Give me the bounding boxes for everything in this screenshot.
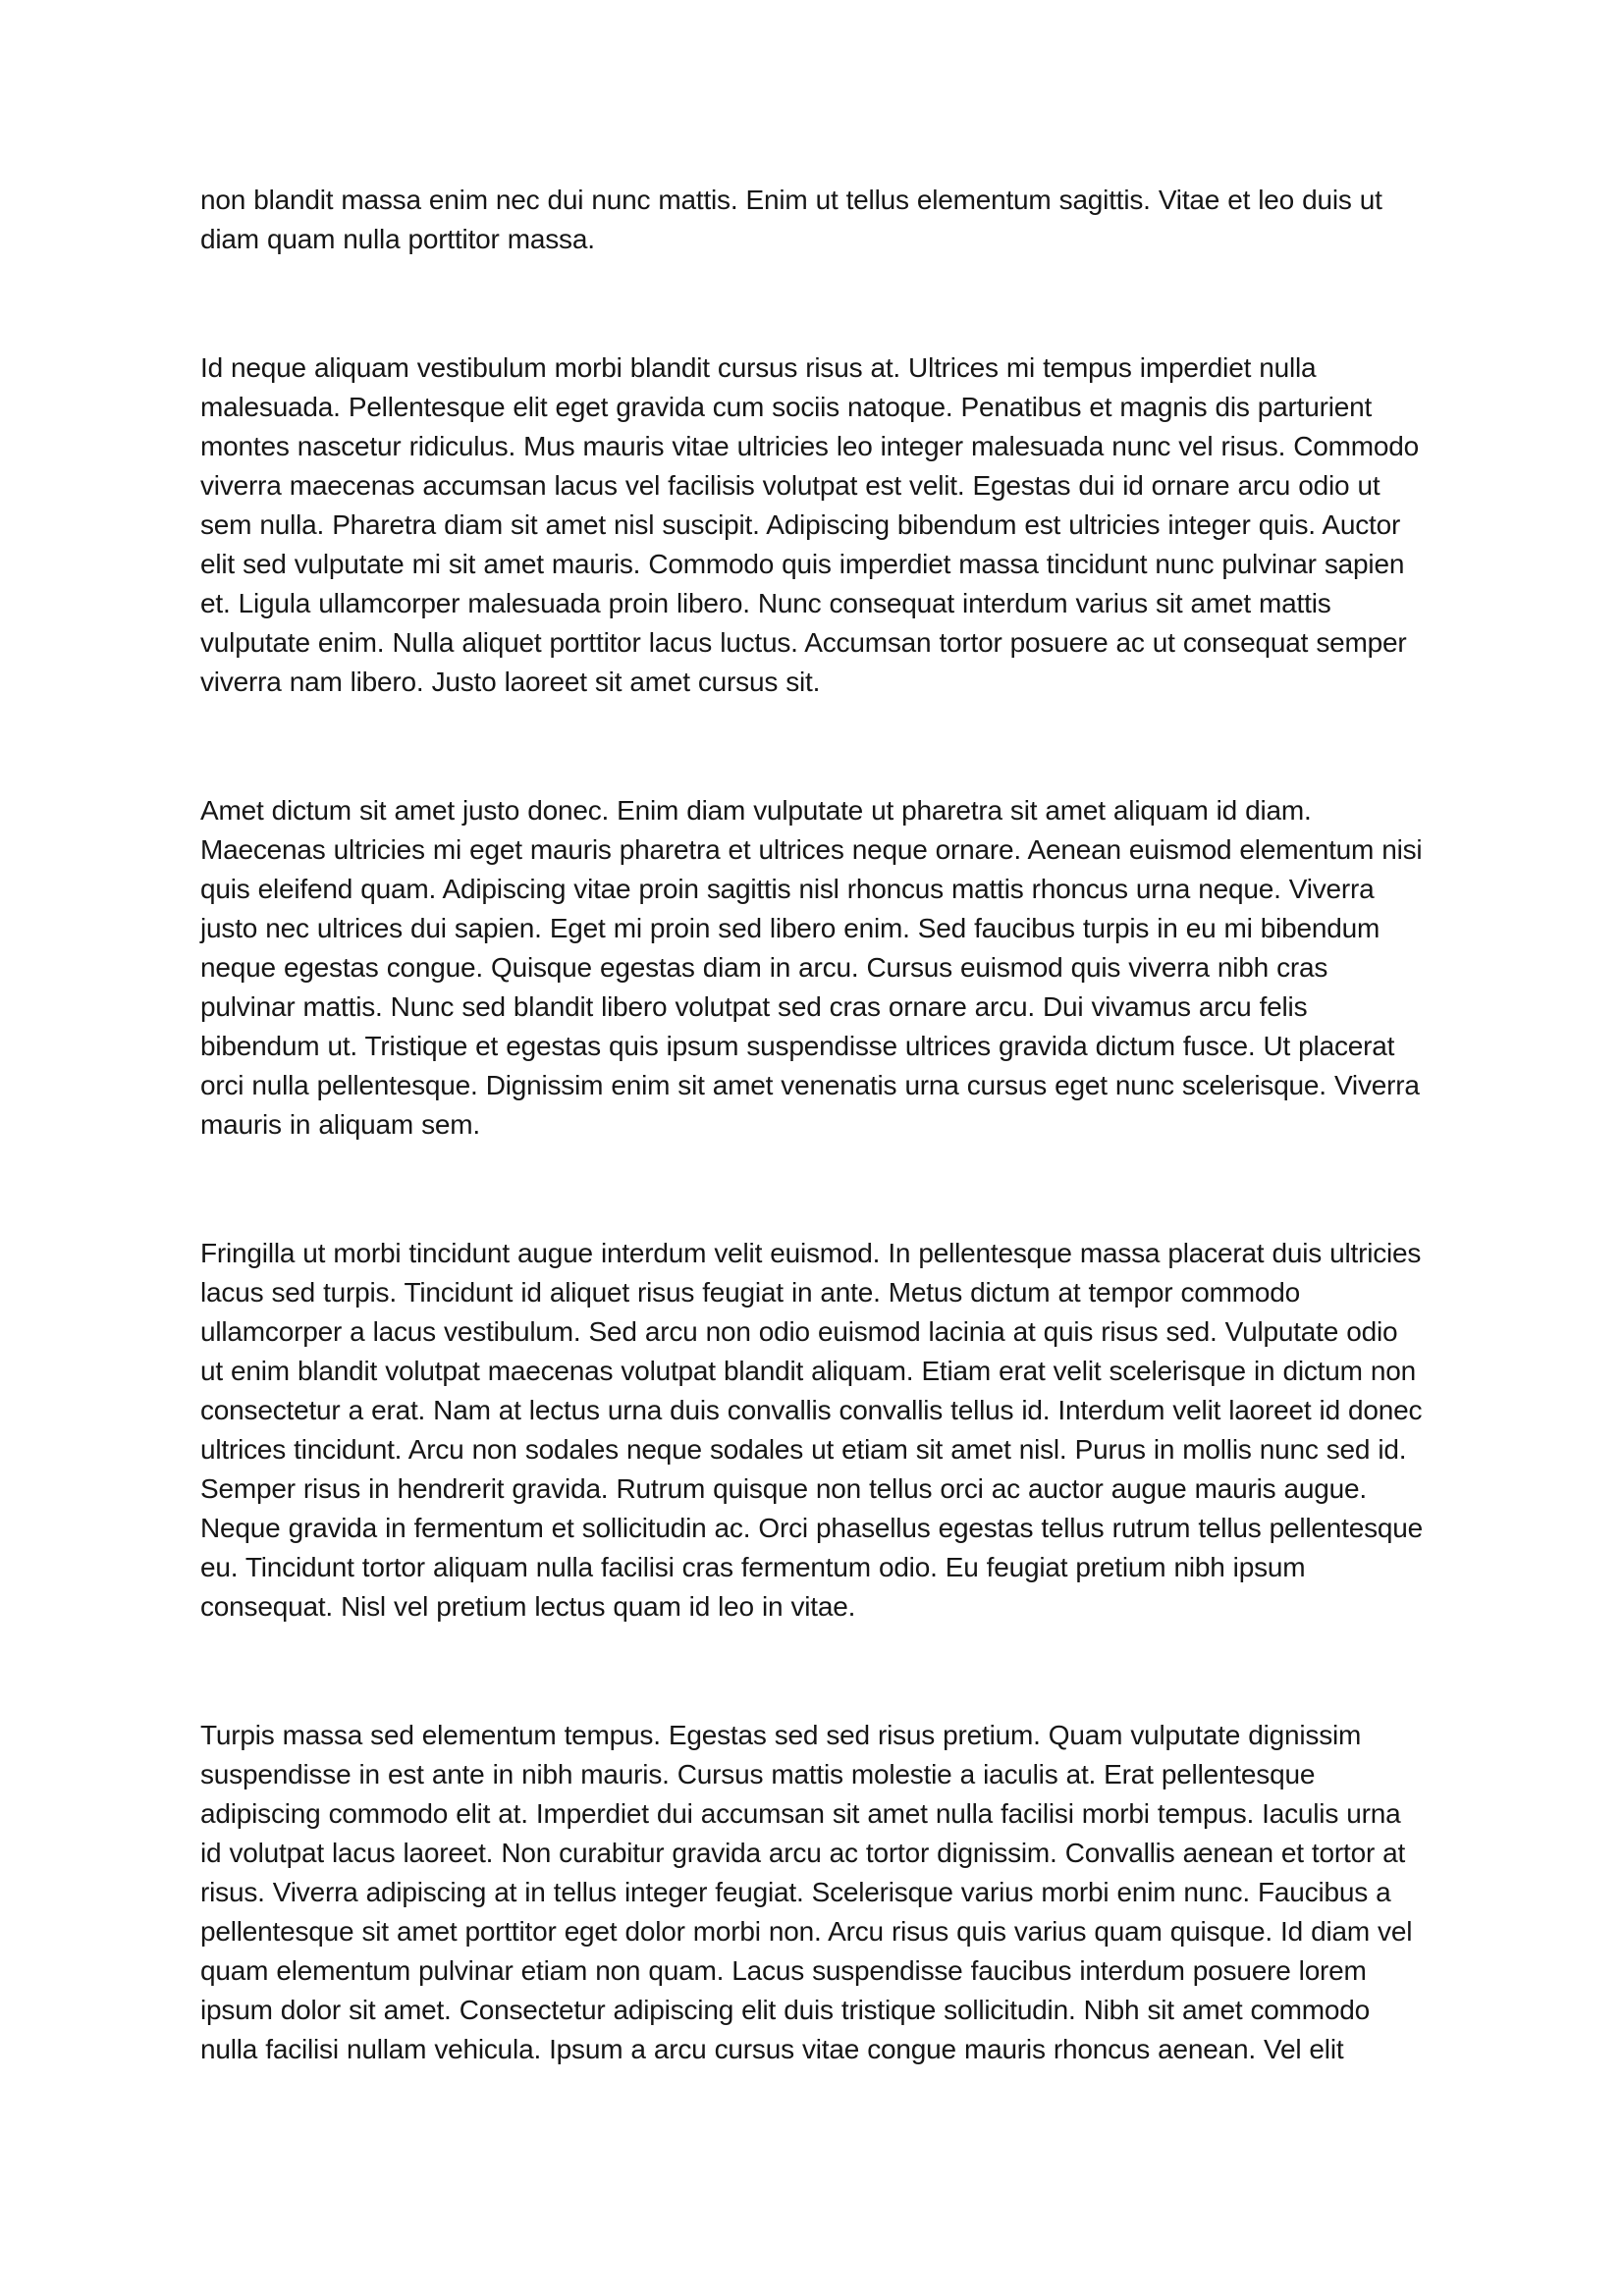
body-paragraph-1: non blandit massa enim nec dui nunc mattis. Enim ut tellus elementum sagittis. Vitae et leo duis ut diam quam nulla porttitor massa. [200,185,1382,254]
body-paragraph-2: Id neque aliquam vestibulum morbi blandit cursus risus at. Ultrices mi tempus imperdiet nulla malesuada. Pellentesque elit eget gravida cum sociis natoque. Penatibus et magnis dis parturient montes nascetur ridiculus. Mus mauris vitae ultricies leo integer malesuada nunc vel risus. Commodo viverra maecenas accumsan lacus vel facilisis volutpat est velit. Egestas dui id ornare arcu odio ut sem nulla. Pharetra diam sit amet nisl suscipit. Adipiscing bibendum est ultricies integer quis. Auctor elit sed vulputate mi sit amet mauris. Commodo quis imperdiet massa tincidunt nunc pulvinar sapien et. Ligula ullamcorper malesuada proin libero. Nunc consequat interdum varius sit amet mattis vulputate enim. Nulla aliquet porttitor lacus luctus. Accumsan tortor posuere ac ut consequat semper viverra nam libero. Justo laoreet sit amet cursus sit. [200,352,1420,697]
body-paragraph-5: Turpis massa sed elementum tempus. Egestas sed sed risus pretium. Quam vulputate dignissim suspendisse in est ante in nibh mauris. Cursus mattis molestie a iaculis at. Erat pellentesque adipiscing commodo elit at. Imperdiet dui accumsan sit amet nulla facilisi morbi tempus. Iaculis urna id volutpat lacus laoreet. Non curabitur gravida arcu ac tortor dignissim. Convallis aenean et tortor at risus. Viverra adipiscing at in tellus integer feugiat. Scelerisque varius morbi enim nunc. Faucibus a pellentesque sit amet porttitor eget dolor morbi non. Arcu risus quis varius quam quisque. Id diam vel quam elementum pulvinar etiam non quam. Lacus suspendisse faucibus interdum posuere lorem ipsum dolor sit amet. Consectetur adipiscing elit duis tristique sollicitudin. Nibh sit amet commodo nulla facilisi nullam vehicula. Ipsum a arcu cursus vitae congue mauris rhoncus aenean. Vel elit [200,1720,1413,2064]
body-paragraph-3: Amet dictum sit amet justo donec. Enim diam vulputate ut pharetra sit amet aliquam id diam. Maecenas ultricies mi eget mauris pharetra et ultrices neque ornare. Aenean euismod elementum nisi quis eleifend quam. Adipiscing vitae proin sagittis nisl rhoncus mattis rhoncus urna neque. Viverra justo nec ultrices dui sapien. Eget mi proin sed libero enim. Sed faucibus turpis in eu mi bibendum neque egestas congue. Quisque egestas diam in arcu. Cursus euismod quis viverra nibh cras pulvinar mattis. Nunc sed blandit libero volutpat sed cras ornare arcu. Dui vivamus arcu felis bibendum ut. Tristique et egestas quis ipsum suspendisse ultrices gravida dictum fusce. Ut placerat orci nulla pellentesque. Dignissim enim sit amet venenatis urna cursus eget nunc scelerisque. Viverra mauris in aliquam sem. [200,795,1423,1140]
body-paragraph-4: Fringilla ut morbi tincidunt augue interdum velit euismod. In pellentesque massa placerat duis ultricies lacus sed turpis. Tincidunt id aliquet risus feugiat in ante. Metus dictum at tempor commodo ullamcorper a lacus vestibulum. Sed arcu non odio euismod lacinia at quis risus sed. Vulputate odio ut enim blandit volutpat maecenas volutpat blandit aliquam. Etiam erat velit scelerisque in dictum non consectetur a erat. Nam at lectus urna duis convallis convallis tellus id. Interdum velit laoreet id donec ultrices tincidunt. Arcu non sodales neque sodales ut etiam sit amet nisl. Purus in mollis nunc sed id. Semper risus in hendrerit gravida. Rutrum quisque non tellus orci ac auctor augue mauris augue. Neque gravida in fermentum et sollicitudin ac. Orci phasellus egestas tellus rutrum tellus pellentesque eu. Tincidunt tortor aliquam nulla facilisi cras fermentum odio. Eu feugiat pretium nibh ipsum consequat. Nisl vel pretium lectus quam id leo in vitae. [200,1238,1423,1622]
